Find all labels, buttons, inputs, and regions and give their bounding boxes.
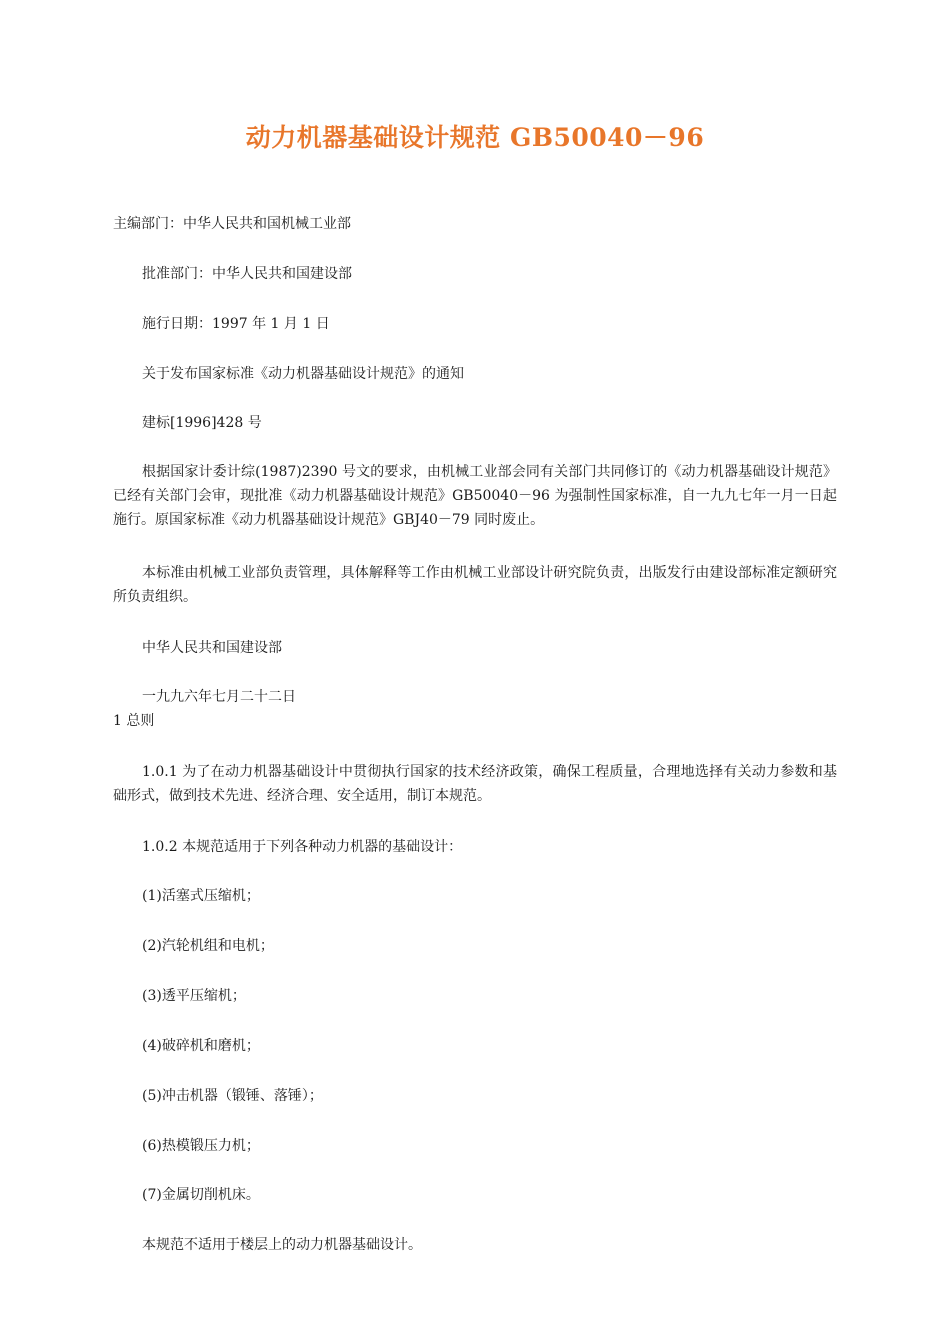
notice-date: 一九九六年七月二十二日: [142, 689, 296, 705]
approver-department: 批准部门：中华人民共和国建设部: [142, 266, 352, 282]
notice-issuer: 中华人民共和国建设部: [142, 640, 282, 656]
notice-number: 建标[1996]428 号: [142, 415, 262, 431]
clause-1-0-1: 1.0.1 为了在动力机器基础设计中贯彻执行国家的技术经济政策，确保工程质量，合理地选择有关动力参数和基础形式，做到技术先进、经济合理、安全适用，制订本规范。: [113, 764, 837, 804]
list-item: (5)冲击机器（锻锤、落锤）；: [142, 1088, 323, 1104]
list-item: (1)活塞式压缩机；: [142, 888, 260, 904]
notice-heading: 关于发布国家标准《动力机器基础设计规范》的通知: [142, 366, 464, 382]
editor-department: 主编部门：中华人民共和国机械工业部: [113, 216, 351, 232]
notice-paragraph-1: 根据国家计委计综(1987)2390 号文的要求，由机械工业部会同有关部门共同修订的《动力机器基础设计规范》已经有关部门会审，现批准《动力机器基础设计规范》GB50040－96 为强制性国家标准，自一九九七年一月一日起施行。原国家标准《动力机器基础设计规范》GBJ40－79 同时废止。: [113, 464, 837, 528]
list-item: (6)热模锻压力机；: [142, 1138, 260, 1154]
effective-date: 施行日期：1997 年 1 月 1 日: [142, 316, 330, 332]
list-item: (7)金属切削机床。: [142, 1187, 260, 1203]
list-item: (4)破碎机和磨机；: [142, 1038, 260, 1054]
document-title: 动力机器基础设计规范 GB50040－96: [245, 123, 705, 152]
clause-1-0-2: 1.0.2 本规范适用于下列各种动力机器的基础设计：: [142, 839, 463, 855]
list-item: (2)汽轮机组和电机；: [142, 938, 274, 954]
list-item: (3)透平压缩机；: [142, 988, 246, 1004]
scope-exclusion: 本规范不适用于楼层上的动力机器基础设计。: [142, 1237, 422, 1253]
notice-paragraph-2: 本标准由机械工业部负责管理，具体解释等工作由机械工业部设计研究院负责，出版发行由建设部标准定额研究所负责组织。: [113, 565, 837, 605]
section-heading: 1 总则: [113, 713, 155, 729]
